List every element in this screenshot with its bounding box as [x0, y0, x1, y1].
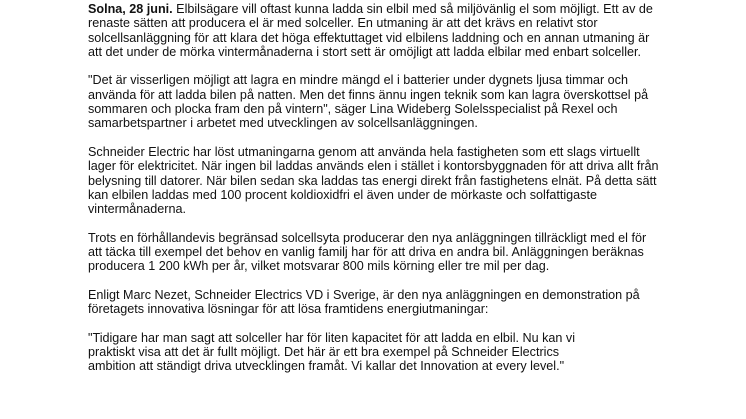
paragraph-line: kan elbilen laddas med 100 procent koldioxidfri el även under de mörkaste och solfattigaste — [88, 187, 597, 202]
press-release-body — [88, 2, 658, 374]
capacity-paragraph — [88, 231, 658, 274]
paragraph-line: producera 1 200 kWh per år, vilket motsvarar 800 mils körning eller tre mil per dag. — [88, 259, 550, 274]
ceo-intro-paragraph — [88, 288, 658, 317]
dateline: Solna, 28 juni. — [88, 2, 173, 16]
paragraph-line: renaste sätten att producera el är med solceller. En utmaning är att det krävs en relativt stor — [88, 16, 598, 31]
paragraph-line — [88, 2, 658, 16]
paragraph-line: Trots en förhållandevis begränsad solcellsyta producerar den nya anläggningen tillräckligt med el för — [88, 230, 647, 245]
paragraph-line: samarbetspartner i arbetet med utvecklingen av solcellsanläggningen. — [88, 116, 478, 131]
paragraph-line: "Tidigare har man sagt att solceller har för liten kapacitet för att ladda en elbil. Nu kan vi — [88, 330, 576, 345]
paragraph-line: belysning till datorer. När bilen sedan ska laddas tas energi direkt från fastighetens elnät. På detta sätt — [88, 173, 657, 188]
paragraph-spacer — [88, 274, 658, 288]
paragraph-line: sommaren och plocka fram den på vintern", säger Lina Wideberg Solelsspecialist på Rexel och — [88, 102, 618, 117]
paragraph-line: "Det är visserligen möjligt att lagra en mindre mängd el i batterier under dygnets ljusa timmar och — [88, 73, 628, 88]
paragraph-line: praktiskt visa att det är fullt möjligt. Det här är ett bra exempel på Schneider Electrics — [88, 345, 560, 360]
paragraph-line: använda för att ladda bilen på natten. Men det finns ännu ingen teknik som kan lagra överskottsel på — [88, 87, 649, 102]
paragraph-spacer — [88, 131, 658, 145]
paragraph-line: Enligt Marc Nezet, Schneider Electrics VD i Sverige, är den nya anläggningen en demonstration på — [88, 287, 640, 302]
paragraph-line: vintermånaderna. — [88, 202, 187, 217]
paragraph-line: att det under de mörka vintermånaderna i stort sett är omöjligt att ladda elbilar med enbart solceller. — [88, 44, 642, 59]
paragraph-spacer — [88, 216, 658, 230]
paragraph-line: Schneider Electric har löst utmaningarna genom att använda hela fastigheten som ett slags virtuellt — [88, 144, 640, 159]
quote-paragraph-rexel — [88, 73, 658, 130]
solution-paragraph — [88, 145, 658, 216]
paragraph-line: solcellsanläggning för att klara det höga effektuttaget vid elbilens laddning och en annan utmaning är — [88, 30, 650, 45]
paragraph-line: företagets innovativa lösningar för att lösa framtidens energiutmaningar: — [88, 302, 489, 317]
paragraph-spacer — [88, 317, 658, 331]
intro-line-1: Elbilsägare vill oftast kunna ladda sin elbil med så miljövänlig el som möjligt. Ett av de — [172, 2, 653, 16]
intro-paragraph — [88, 2, 658, 59]
paragraph-line: att täcka till exempel det behov en vanlig familj har för att driva en andra bil. Anläggningen beräknas — [88, 245, 644, 260]
paragraph-line: lager för elektricitet. När ingen bil laddas används elen i stället i kontorsbyggnaden för att driva allt från — [88, 159, 659, 174]
ceo-quote-paragraph — [88, 331, 658, 374]
paragraph-line: ambition att ständigt driva utvecklingen framåt. Vi kallar det Innovation at every level." — [88, 359, 565, 374]
paragraph-spacer — [88, 59, 658, 73]
